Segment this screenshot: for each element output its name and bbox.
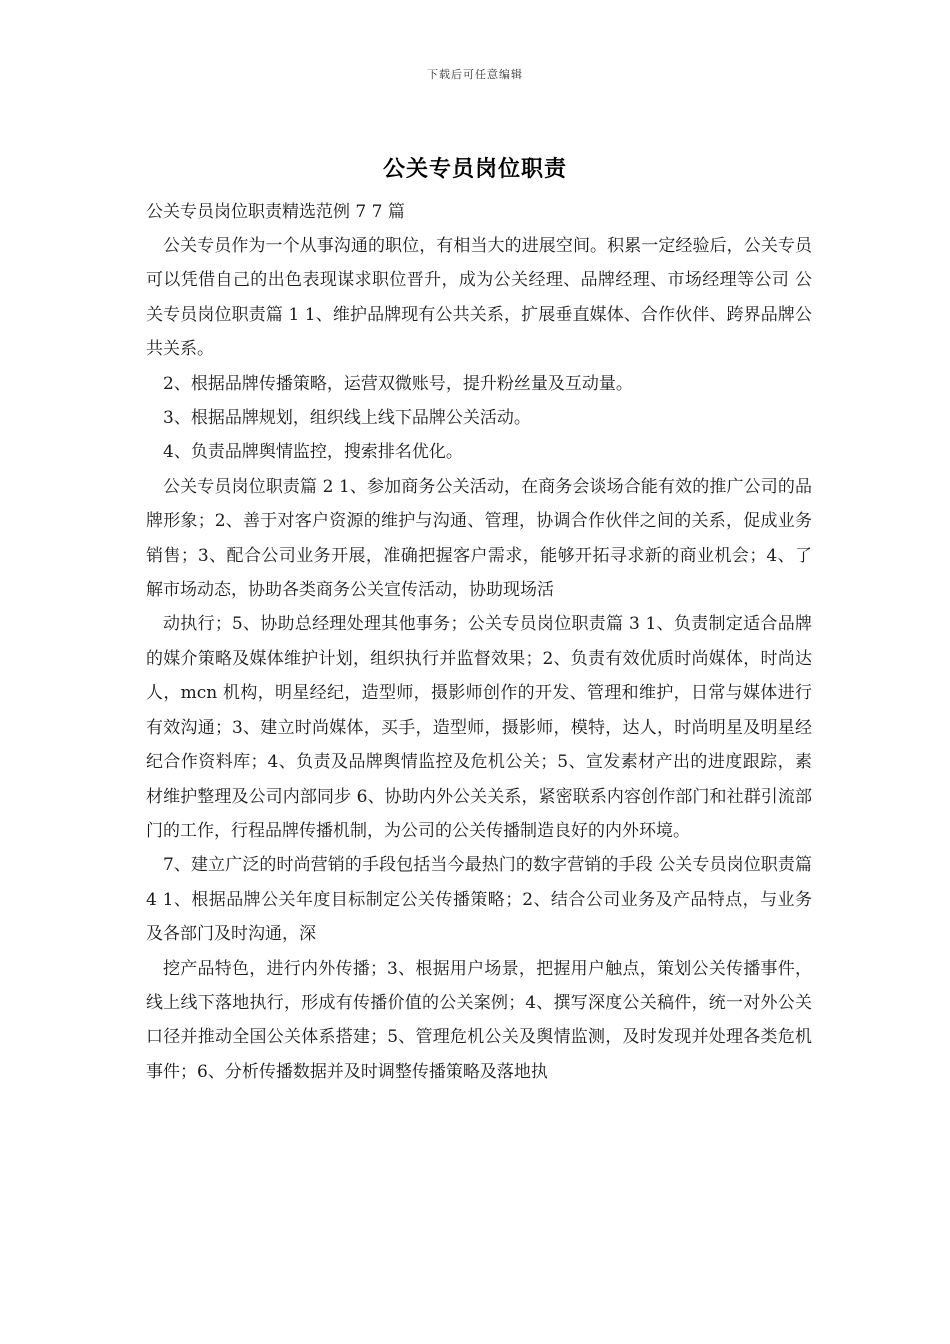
paragraph-item-4: 4、负责品牌舆情监控，搜索排名优化。 bbox=[163, 442, 463, 463]
document-body bbox=[146, 198, 812, 1089]
header-note: 下载后可任意编辑 bbox=[427, 68, 523, 81]
paragraph-intro: 公关专员作为一个从事沟通的职位，有相当大的进展空间。积累一定经验后，公关专员可以凭借自己的出色表现谋求职位晋升，成为公关经理、品牌经理、市场经理等公司 公关专员岗位职责篇 1 1、维护品牌现有公共关系，扩展垂直媒体、合作伙伴、跨界品牌公共关系。 bbox=[146, 236, 812, 360]
paragraph-section-2: 公关专员岗位职责篇 2 1、参加商务公关活动，在商务会谈场合能有效的推广公司的品牌形象；2、善于对客户资源的维护与沟通、管理，协调合作伙伴之间的关系，促成业务销售；3、配合公司业务开展，准确把握客户需求，能够开拓寻求新的商业机会；4、了解市场动态，协助各类商务公关宣传活动，协助现场活 bbox=[146, 476, 812, 601]
document-title: 公关专员岗位职责 bbox=[382, 156, 567, 182]
paragraph-item-2: 2、根据品牌传播策略，运营双微账号，提升粉丝量及互动量。 bbox=[163, 373, 633, 394]
paragraph-section-4: 7、建立广泛的时尚营销的手段包括当今最热门的数字营销的手段 公关专员岗位职责篇 4 1、根据品牌公关年度目标制定公关传播策略；2、结合公司业务及产品特点，与业务及各部门及时沟通，深 bbox=[146, 855, 812, 945]
document-subtitle: 公关专员岗位职责精选范例 7 7 篇 bbox=[146, 202, 405, 222]
paragraph-section-3: 动执行；5、协助总经理处理其他事务；公关专员岗位职责篇 3 1、负责制定适合品牌的媒介策略及媒体维护计划，组织执行并监督效果；2、负责有效优质时尚媒体，时尚达人，mcn 机构，明星经纪，造型师，摄影师创作的开发、管理和维护，日常与媒体进行有效沟通；3、建立时尚媒体，买手，造型师，摄影师，模特，达人，时尚明星及明星经纪合作资料库；4、负责及品牌舆情监控及危机公关；5、宣发素材产出的进度跟踪，素材维护整理及公司内部同步 6、协助内外公关关系，紧密联系内容创作部门和社群引流部门的工作，行程品牌传播机制，为公司的公关传播制造良好的内外环境。 bbox=[146, 614, 812, 841]
paragraph-section-4-cont: 挖产品特色，进行内外传播；3、根据用户场景，把握用户触点，策划公关传播事件，线上线下落地执行，形成有传播价值的公关案例；4、撰写深度公关稿件，统一对外公关口径并推动全国公关体系搭建；5、管理危机公关及舆情监测，及时发现并处理各类危机事件；6、分析传播数据并及时调整传播策略及落地执 bbox=[146, 958, 812, 1082]
paragraph-item-3: 3、根据品牌规划，组织线上线下品牌公关活动。 bbox=[163, 408, 531, 429]
